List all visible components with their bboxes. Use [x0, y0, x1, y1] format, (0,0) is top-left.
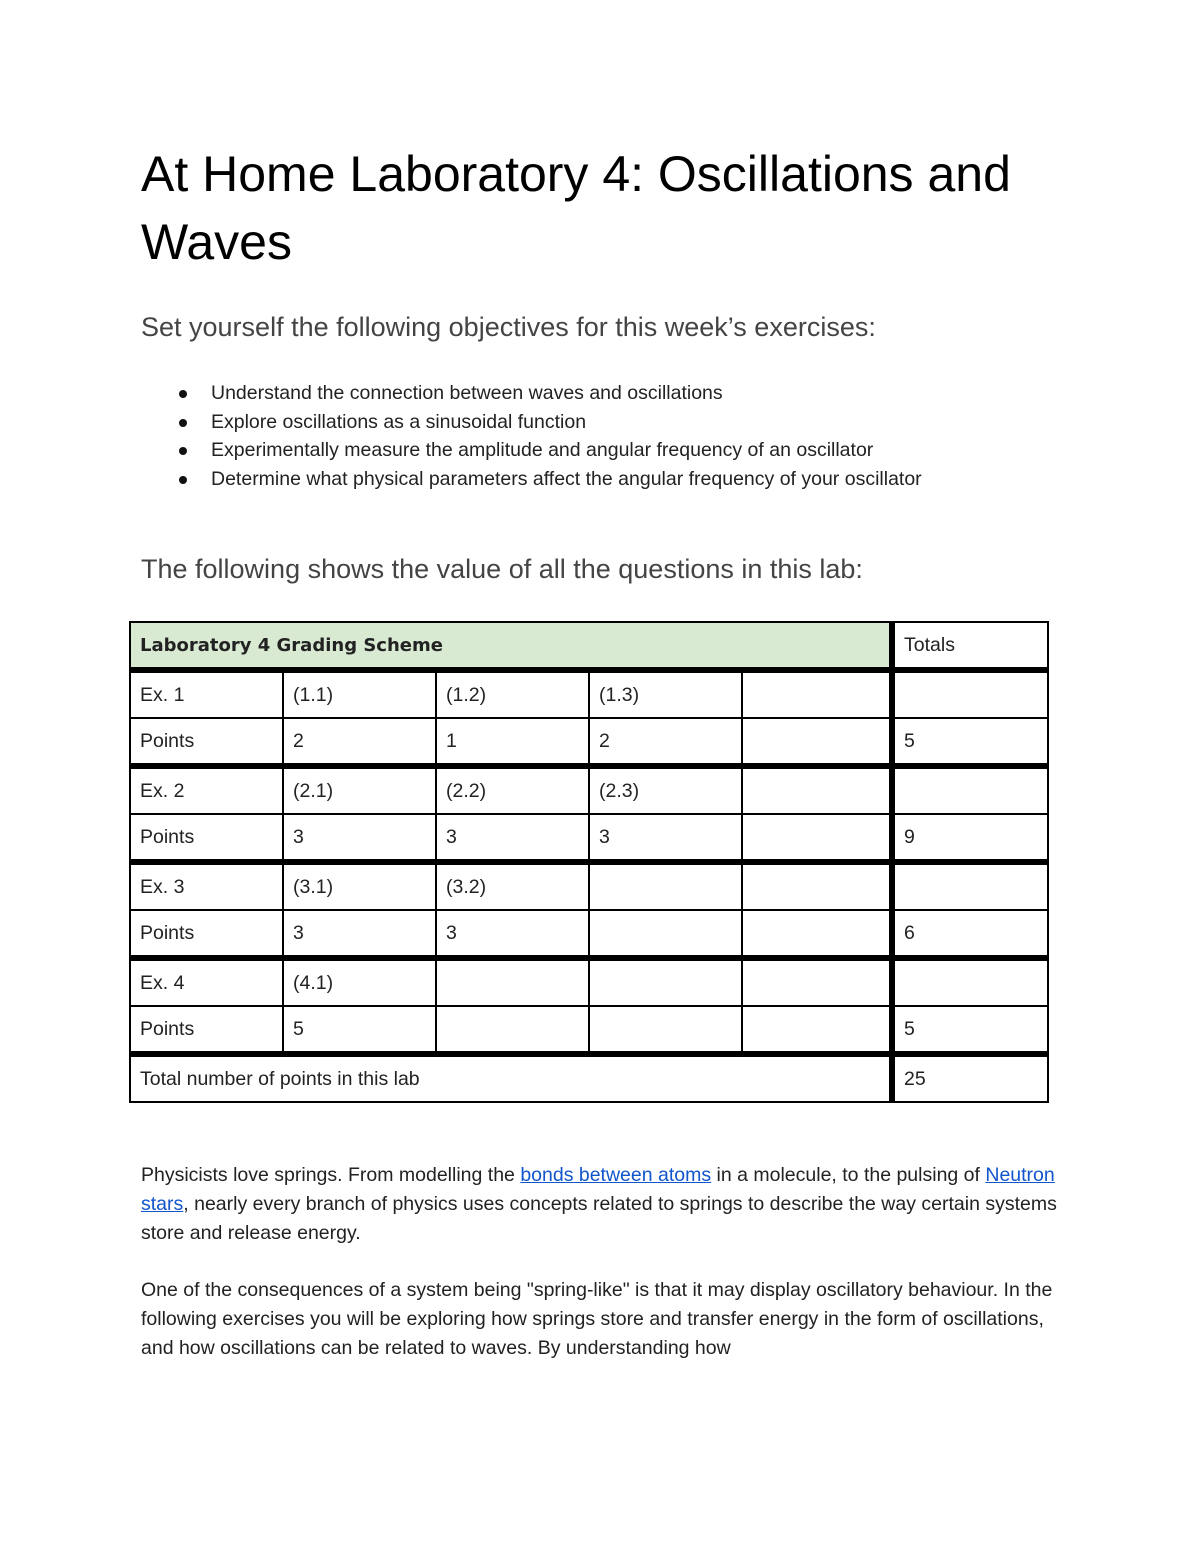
table-cell [437, 961, 590, 1007]
row-label: Ex. 1 [131, 673, 284, 719]
table-cell: 3 [590, 815, 743, 865]
table-cell [743, 1007, 895, 1057]
row-total: 5 [895, 1007, 1047, 1057]
page-title: At Home Laboratory 4: Oscillations and Waves [141, 146, 1011, 270]
grading-scheme-table [129, 621, 1049, 1103]
table-cell: 2 [284, 719, 437, 769]
list-item: Understand the connection between waves and oscillations [141, 379, 922, 408]
bonds-between-atoms-link[interactable]: bonds between atoms [520, 1164, 712, 1186]
row-total [895, 865, 1047, 911]
table-cell [437, 1007, 590, 1057]
oscillation-paragraph: One of the consequences of a system being "spring-like" is that it may display oscillatory behaviour. In the following exercises you will be exploring how springs store and transfer energy in the form of oscillations, and how oscillations can be related to waves. By understanding how [141, 1279, 1053, 1359]
row-total: 9 [895, 815, 1047, 865]
list-item: Determine what physical parameters affect the angular frequency of your oscillator [141, 465, 922, 494]
table-cell: (1.1) [284, 673, 437, 719]
table-cell [590, 865, 743, 911]
table-cell [590, 911, 743, 961]
objectives-heading: Set yourself the following objectives for this week’s exercises: [141, 312, 876, 342]
table-cell: (4.1) [284, 961, 437, 1007]
paragraph-text: Physicists love springs. From modelling the [141, 1164, 521, 1186]
table-row [131, 673, 1047, 719]
table-cell: (1.3) [590, 673, 743, 719]
table-cell: (1.2) [437, 673, 590, 719]
table-cell [743, 961, 895, 1007]
objectives-list [141, 379, 922, 493]
table-cell [743, 815, 895, 865]
table-cell [743, 673, 895, 719]
table-cell [590, 1007, 743, 1057]
table-cell [743, 719, 895, 769]
table-cell: 2 [590, 719, 743, 769]
list-item: Experimentally measure the amplitude and angular frequency of an oscillator [141, 436, 922, 465]
table-footer-row [131, 1057, 1047, 1101]
row-label: Points [131, 911, 284, 961]
table-cell: (3.1) [284, 865, 437, 911]
table-row [131, 815, 1047, 865]
table-cell: 3 [284, 911, 437, 961]
table-cell [743, 865, 895, 911]
row-label: Ex. 2 [131, 769, 284, 815]
table-cell: (2.2) [437, 769, 590, 815]
row-label: Points [131, 815, 284, 865]
row-total [895, 961, 1047, 1007]
neutron-stars-link[interactable]: Neutron stars [141, 1164, 1055, 1215]
table-header-row [131, 623, 1047, 673]
total-points-value: 25 [904, 1067, 926, 1090]
table-row [131, 961, 1047, 1007]
table-cell: 3 [284, 815, 437, 865]
table-cell: 3 [437, 815, 590, 865]
table-cell [743, 911, 895, 961]
table-row [131, 769, 1047, 815]
row-label: Ex. 3 [131, 865, 284, 911]
table-row [131, 865, 1047, 911]
row-label: Ex. 4 [131, 961, 284, 1007]
table-row [131, 911, 1047, 961]
row-total: 6 [895, 911, 1047, 961]
table-cell: (3.2) [437, 865, 590, 911]
table-cell: 3 [437, 911, 590, 961]
grading-scheme-header: Laboratory 4 Grading Scheme [131, 623, 895, 673]
row-label: Points [131, 1007, 284, 1057]
table-cell [743, 769, 895, 815]
row-total [895, 673, 1047, 719]
list-item: Explore oscillations as a sinusoidal function [141, 408, 922, 437]
table-cell [590, 961, 743, 1007]
row-label: Points [131, 719, 284, 769]
paragraph-text: in a molecule, to the pulsing of [711, 1164, 986, 1186]
table-cell: 5 [284, 1007, 437, 1057]
value-heading: The following shows the value of all the questions in this lab: [141, 554, 863, 584]
row-total [895, 769, 1047, 815]
total-points-label: Total number of points in this lab [131, 1057, 895, 1101]
row-total: 5 [895, 719, 1047, 769]
table-row [131, 719, 1047, 769]
paragraph-text: , nearly every branch of physics uses concepts related to springs to describe the way certain systems store and release energy. [141, 1193, 1057, 1244]
intro-paragraph [141, 1161, 1071, 1248]
table-cell: (2.1) [284, 769, 437, 815]
table-row [131, 1007, 1047, 1057]
table-cell: 1 [437, 719, 590, 769]
totals-header: Totals [895, 623, 1047, 673]
table-cell: (2.3) [590, 769, 743, 815]
